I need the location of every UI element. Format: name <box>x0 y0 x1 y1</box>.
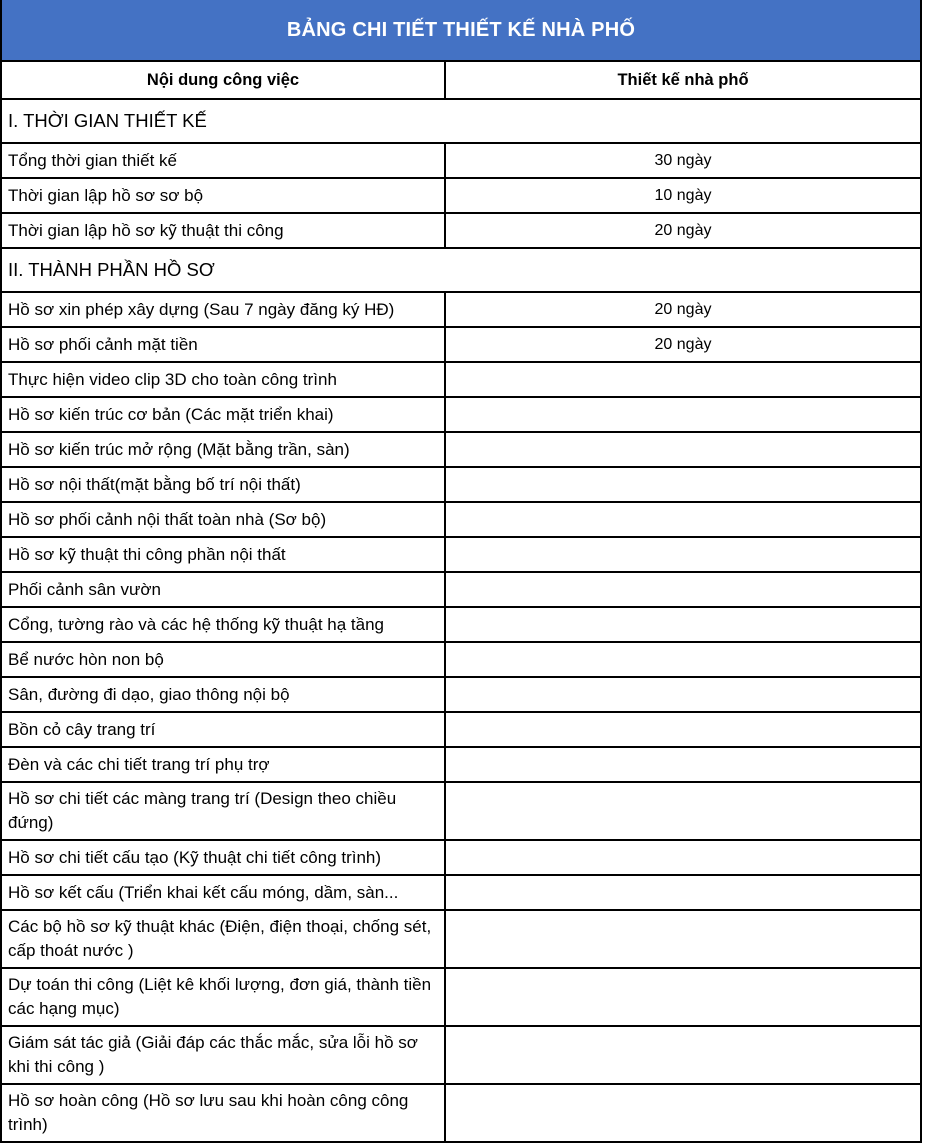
value-cell <box>446 538 920 571</box>
section-row <box>2 249 920 293</box>
task-cell: Hồ sơ chi tiết các màng trang trí (Design theo chiều đứng) <box>2 783 446 839</box>
table-row <box>2 433 920 468</box>
table-row <box>2 783 920 841</box>
task-cell: Tổng thời gian thiết kế <box>2 144 446 177</box>
table-row <box>2 876 920 911</box>
table-title: BẢNG CHI TIẾT THIẾT KẾ NHÀ PHỐ <box>286 18 636 41</box>
column-header-value: Thiết kế nhà phố <box>617 70 749 89</box>
table-row <box>2 608 920 643</box>
value-cell <box>446 608 920 641</box>
value-cell <box>446 876 920 909</box>
value-cell <box>446 1027 920 1083</box>
task-cell: Hồ sơ kiến trúc mở rộng (Mặt bằng trần, sàn) <box>2 433 446 466</box>
task-cell: Hồ sơ phối cảnh mặt tiền <box>2 328 446 361</box>
section-label: II. THÀNH PHẦN HỒ SƠ <box>8 259 215 280</box>
value-cell <box>446 503 920 536</box>
task-cell: Thời gian lập hồ sơ sơ bộ <box>2 179 446 212</box>
value-cell: 10 ngày <box>654 186 712 204</box>
value-cell: 20 ngày <box>654 221 712 239</box>
table-row <box>2 713 920 748</box>
task-cell: Giám sát tác giả (Giải đáp các thắc mắc, sửa lỗi hồ sơ khi thi công ) <box>2 1027 446 1083</box>
task-cell: Thực hiện video clip 3D cho toàn công trình <box>2 363 446 396</box>
table-title-bar <box>2 0 920 62</box>
value-cell <box>446 468 920 501</box>
task-cell: Hồ sơ kỹ thuật thi công phần nội thất <box>2 538 446 571</box>
task-cell: Các bộ hồ sơ kỹ thuật khác (Điện, điện thoại, chống sét, cấp thoát nước ) <box>2 911 446 967</box>
value-cell <box>446 398 920 431</box>
task-cell: Cổng, tường rào và các hệ thống kỹ thuật hạ tầng <box>2 608 446 641</box>
task-cell: Bể nước hòn non bộ <box>2 643 446 676</box>
table-row <box>2 503 920 538</box>
table-row <box>2 1085 920 1143</box>
task-cell: Dự toán thi công (Liệt kê khối lượng, đơn giá, thành tiền các hạng mục) <box>2 969 446 1025</box>
column-header-task: Nội dung công việc <box>2 62 446 98</box>
table-row <box>2 328 920 363</box>
task-cell: Hồ sơ xin phép xây dựng (Sau 7 ngày đăng ký HĐ) <box>2 293 446 326</box>
task-cell: Hồ sơ nội thất(mặt bằng bố trí nội thất) <box>2 468 446 501</box>
table-row <box>2 573 920 608</box>
table-row <box>2 144 920 179</box>
value-cell <box>446 363 920 396</box>
table-row <box>2 841 920 876</box>
table-row <box>2 748 920 783</box>
task-cell: Hồ sơ chi tiết cấu tạo (Kỹ thuật chi tiết công trình) <box>2 841 446 874</box>
task-cell: Đèn và các chi tiết trang trí phụ trợ <box>2 748 446 781</box>
value-cell <box>446 911 920 967</box>
value-cell <box>446 841 920 874</box>
value-cell <box>446 783 920 839</box>
value-cell: 20 ngày <box>654 300 712 318</box>
table-row <box>2 293 920 328</box>
table-row <box>2 969 920 1027</box>
task-cell: Sân, đường đi dạo, giao thông nội bộ <box>2 678 446 711</box>
table-row <box>2 179 920 214</box>
task-cell: Hồ sơ kiến trúc cơ bản (Các mặt triển khai) <box>2 398 446 431</box>
table-row <box>2 1027 920 1085</box>
value-cell <box>446 969 920 1025</box>
table-row <box>2 363 920 398</box>
value-cell <box>446 573 920 606</box>
section-row <box>2 100 920 144</box>
value-cell <box>446 713 920 746</box>
task-cell: Hồ sơ hoàn công (Hồ sơ lưu sau khi hoàn công công trình) <box>2 1085 446 1141</box>
task-cell: Bồn cỏ cây trang trí <box>2 713 446 746</box>
value-cell <box>446 748 920 781</box>
task-cell: Phối cảnh sân vườn <box>2 573 446 606</box>
value-cell <box>446 678 920 711</box>
table-row <box>2 214 920 249</box>
task-cell: Thời gian lập hồ sơ kỹ thuật thi công <box>2 214 446 247</box>
table-row <box>2 468 920 503</box>
value-cell: 20 ngày <box>654 335 712 353</box>
section-label: I. THỜI GIAN THIẾT KẾ <box>8 110 207 131</box>
table-row <box>2 398 920 433</box>
table-body <box>2 100 920 1143</box>
value-cell <box>446 643 920 676</box>
table-row <box>2 678 920 713</box>
table-row <box>2 538 920 573</box>
table-row <box>2 911 920 969</box>
value-cell <box>446 1085 920 1141</box>
value-cell: 30 ngày <box>654 151 712 169</box>
table-row <box>2 643 920 678</box>
value-cell <box>446 433 920 466</box>
column-header-row <box>2 62 920 100</box>
task-cell: Hồ sơ kết cấu (Triển khai kết cấu móng, dầm, sàn... <box>2 876 446 909</box>
task-cell: Hồ sơ phối cảnh nội thất toàn nhà (Sơ bộ) <box>2 503 446 536</box>
